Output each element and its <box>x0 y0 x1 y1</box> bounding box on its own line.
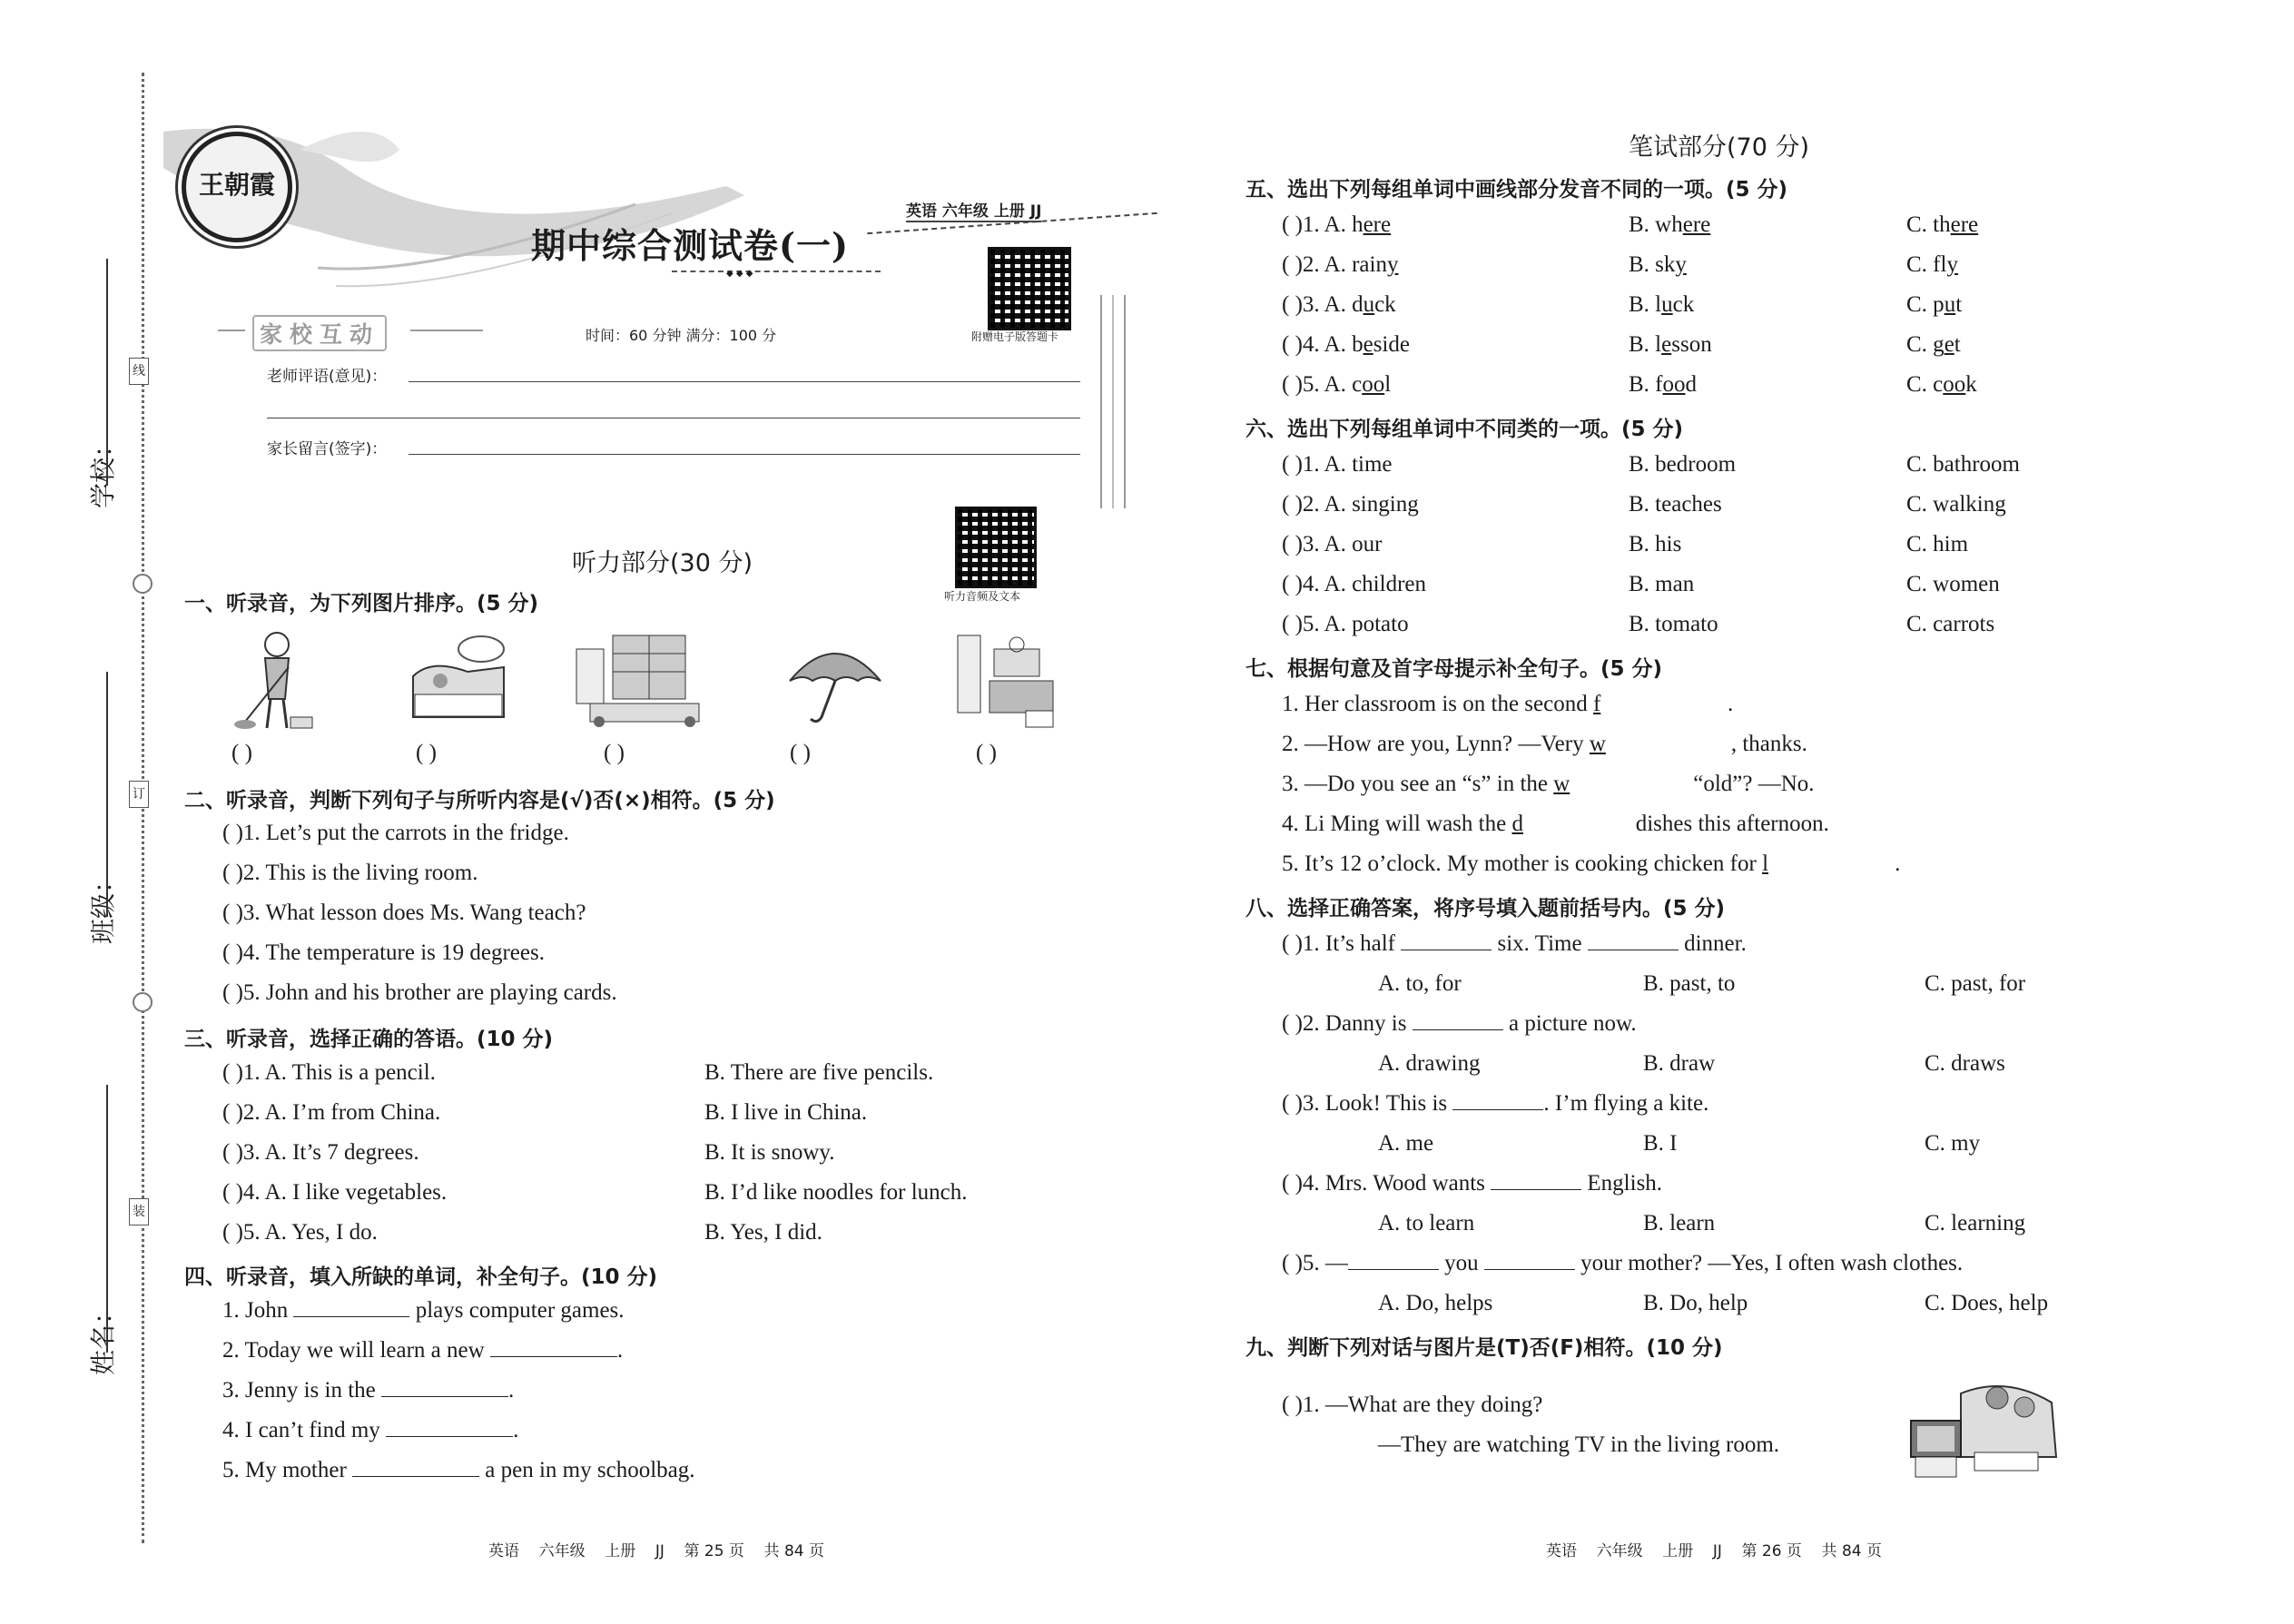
name-input-line[interactable] <box>106 1085 108 1353</box>
s3-option-a[interactable]: ( )4. A. I like vegetables. <box>222 1180 448 1205</box>
seal-char: 订 <box>129 781 149 808</box>
s3-option-a[interactable]: ( )5. A. Yes, I do. <box>222 1220 378 1245</box>
title-dashed-line <box>672 271 881 272</box>
dotted-cut-line <box>142 73 144 1543</box>
s5-option-b: B. sky <box>1629 252 1687 277</box>
s5-option-c: C. get <box>1906 332 1961 357</box>
seal-char: 装 <box>129 1198 149 1225</box>
section-3-title: 三、听录音，选择正确的答语。(10 分) <box>184 1028 554 1051</box>
section-2-title: 二、听录音，判断下列句子与所听内容是(√)否(×)相符。(5 分) <box>184 789 775 812</box>
s3-option-a[interactable]: ( )1. A. This is a pencil. <box>222 1060 436 1085</box>
fill-blank[interactable]: l <box>1762 851 1769 876</box>
section-1-title: 一、听录音，为下列图片排序。(5 分) <box>184 592 539 615</box>
s5-option-b: B. food <box>1629 372 1697 397</box>
fill-blank[interactable]: w <box>1589 732 1606 756</box>
vertical-rule <box>1100 295 1102 508</box>
s3-option-b: B. There are five pencils. <box>704 1060 934 1085</box>
school-label: 学校： <box>88 431 118 508</box>
s8-question[interactable]: ( )3. Look! This is . I’m flying a kite. <box>1282 1091 1709 1116</box>
s6-option-c: C. carrots <box>1906 612 1995 636</box>
s8-option-b: B. past, to <box>1643 971 1736 996</box>
s8-question[interactable]: ( )1. It’s half six. Time dinner. <box>1282 931 1747 956</box>
s5-row[interactable]: ( )3. A. duck <box>1282 292 1396 317</box>
s6-option-a[interactable]: ( )2. A. singing <box>1282 492 1419 517</box>
fill-blank[interactable] <box>1484 1251 1575 1270</box>
s6-option-b: B. man <box>1629 572 1695 596</box>
school-input-line[interactable] <box>106 259 108 486</box>
s3-option-b: B. I’d like noodles for lunch. <box>704 1180 968 1205</box>
s9-dialogue-line1[interactable]: ( )1. —What are they doing? <box>1282 1393 1543 1417</box>
s6-option-a[interactable]: ( )3. A. our <box>1282 532 1383 556</box>
fill-blank[interactable] <box>1401 931 1492 950</box>
s4-item: 5. My mother a pen in my schoolbag. <box>222 1458 695 1482</box>
s6-option-c: C. bathroom <box>1906 452 2020 477</box>
s5-option-b: B. luck <box>1629 292 1695 317</box>
fill-blank[interactable] <box>1413 1011 1503 1030</box>
s7-item: 1. Her classroom is on the second f . <box>1282 692 1734 716</box>
parent-comment-line[interactable] <box>409 454 1080 455</box>
qr-code-answer-sheet[interactable] <box>988 247 1071 330</box>
s2-item[interactable]: ( )3. What lesson does Ms. Wang teach? <box>222 901 586 925</box>
s9-dialogue-line2: —They are watching TV in the living room. <box>1378 1432 1780 1457</box>
fill-blank[interactable] <box>1588 931 1679 950</box>
s8-option-c: C. past, for <box>1925 971 2026 996</box>
exam-title: 期中综合测试卷(一) <box>531 225 849 266</box>
s3-option-b: B. Yes, I did. <box>704 1220 822 1245</box>
s5-option-b: B. lesson <box>1629 332 1712 357</box>
picture-boy-sweeping <box>227 626 318 735</box>
s8-option-c: C. draws <box>1925 1051 2005 1076</box>
name-label: 姓名： <box>88 1298 118 1375</box>
s8-option-c: C. learning <box>1925 1211 2026 1235</box>
s8-option-c: C. Does, help <box>1925 1291 2049 1315</box>
s3-option-a[interactable]: ( )3. A. It’s 7 degrees. <box>222 1140 419 1165</box>
s8-option-c: C. my <box>1925 1131 1981 1156</box>
s8-option-a: A. to, for <box>1378 971 1462 996</box>
qr2-caption: 听力音频及文本 <box>944 590 1021 603</box>
time-info: 时间：60 分钟 满分：100 分 <box>586 327 777 344</box>
home-school-banner: 家校互动 <box>252 315 387 351</box>
logo-emblem <box>182 132 292 242</box>
s2-item[interactable]: ( )5. John and his brother are playing cards. <box>222 980 617 1005</box>
picture-umbrella <box>785 635 885 726</box>
s2-item[interactable]: ( )4. The temperature is 19 degrees. <box>222 940 545 965</box>
picture-answer-bracket[interactable]: ( ) <box>416 741 437 765</box>
picture-family-watching-tv <box>1906 1366 2061 1484</box>
picture-kitchen <box>572 631 708 731</box>
s8-option-a: A. me <box>1378 1131 1434 1156</box>
s6-option-b: B. bedroom <box>1629 452 1737 477</box>
s3-option-a[interactable]: ( )2. A. I’m from China. <box>222 1100 441 1125</box>
picture-bathroom <box>953 631 1062 731</box>
fill-blank[interactable] <box>490 1338 617 1357</box>
fill-blank[interactable] <box>1348 1251 1439 1270</box>
s8-option-a: A. Do, helps <box>1378 1291 1493 1315</box>
picture-answer-bracket[interactable]: ( ) <box>604 741 625 765</box>
s6-option-a[interactable]: ( )1. A. time <box>1282 452 1393 477</box>
subject-tag: 英语 六年级 上册 JJ <box>906 198 1041 222</box>
picture-answer-bracket[interactable]: ( ) <box>976 741 997 765</box>
s4-item: 4. I can’t find my . <box>222 1418 519 1442</box>
s5-option-c: C. there <box>1906 212 1979 237</box>
s8-option-b: B. Do, help <box>1643 1291 1748 1315</box>
banner-rule <box>410 330 483 331</box>
s6-option-b: B. teaches <box>1629 492 1722 517</box>
listening-title: 听力部分(30 分) <box>572 549 753 577</box>
s4-item: 3. Jenny is in the . <box>222 1378 515 1403</box>
fill-blank[interactable] <box>386 1418 513 1437</box>
s6-option-c: C. women <box>1906 572 2000 596</box>
footer-right: 英语 六年级 上册 JJ 第 26 页 共 84 页 <box>1546 1542 1882 1560</box>
fill-blank[interactable] <box>293 1298 409 1317</box>
s8-question[interactable]: ( )2. Danny is a picture now. <box>1282 1011 1637 1036</box>
s8-question[interactable]: ( )5. — you your mother? —Yes, I often wash clothes. <box>1282 1251 1964 1275</box>
s7-item: 5. It’s 12 o’clock. My mother is cooking chicken for l . <box>1282 851 1901 876</box>
picture-answer-bracket[interactable]: ( ) <box>790 741 811 765</box>
s6-option-a[interactable]: ( )5. A. potato <box>1282 612 1409 636</box>
class-input-line[interactable] <box>106 672 108 917</box>
s5-option-c: C. cook <box>1906 372 1977 397</box>
s5-row[interactable]: ( )5. A. cool <box>1282 372 1392 397</box>
picture-answer-bracket[interactable]: ( ) <box>231 741 252 765</box>
footer-left: 英语 六年级 上册 JJ 第 25 页 共 84 页 <box>488 1542 824 1560</box>
s6-option-c: C. walking <box>1906 492 2006 517</box>
hole-marker <box>133 992 153 1012</box>
s5-option-b: B. where <box>1629 212 1711 237</box>
title-diamond-decor: ◆ ◆ ◆ <box>726 269 753 279</box>
s2-item[interactable]: ( )2. This is the living room. <box>222 861 478 885</box>
s5-row[interactable]: ( )4. A. beside <box>1282 332 1410 357</box>
writing-title: 笔试部分(70 分) <box>1629 133 1810 162</box>
s5-row[interactable]: ( )2. A. rainy <box>1282 252 1399 277</box>
s7-item: 3. —Do you see an “s” in the w “old”? —No. <box>1282 772 1815 796</box>
s6-option-c: C. him <box>1906 532 1969 556</box>
s4-item: 1. John plays computer games. <box>222 1298 625 1323</box>
section-4-title: 四、听录音，填入所缺的单词，补全句子。(10 分) <box>184 1265 658 1289</box>
qr1-caption: 附赠电子版答题卡 <box>971 330 1059 343</box>
banner-rule <box>218 330 245 331</box>
s8-option-b: B. I <box>1643 1131 1678 1156</box>
section-5-title: 五、选出下列每组单词中画线部分发音不同的一项。(5 分) <box>1245 178 1788 202</box>
s8-option-a: A. drawing <box>1378 1051 1481 1076</box>
s6-option-b: B. tomato <box>1629 612 1718 636</box>
s6-option-a[interactable]: ( )4. A. children <box>1282 572 1426 596</box>
section-7-title: 七、根据句意及首字母提示补全句子。(5 分) <box>1245 657 1663 681</box>
vertical-rule <box>1112 295 1114 508</box>
s5-row[interactable]: ( )1. A. here <box>1282 212 1392 237</box>
fill-blank[interactable]: w <box>1553 772 1570 796</box>
seal-char: 线 <box>129 358 149 385</box>
s8-option-b: B. learn <box>1643 1211 1716 1235</box>
s2-item[interactable]: ( )1. Let’s put the carrots in the fridge. <box>222 821 569 845</box>
s5-option-c: C. fly <box>1906 252 1958 277</box>
hole-marker <box>133 574 153 594</box>
s8-option-a: A. to learn <box>1378 1211 1475 1235</box>
s4-item: 2. Today we will learn a new . <box>222 1338 624 1363</box>
picture-sofa <box>404 631 513 731</box>
section-8-title: 八、选择正确答案，将序号填入题前括号内。(5 分) <box>1245 897 1726 920</box>
fill-blank[interactable] <box>1491 1171 1581 1190</box>
logo-text: 王朝霞 <box>199 170 276 200</box>
fill-blank[interactable] <box>381 1378 508 1397</box>
vertical-rule <box>1124 295 1126 508</box>
fill-blank[interactable] <box>352 1458 479 1477</box>
section-6-title: 六、选出下列每组单词中不同类的一项。(5 分) <box>1245 418 1684 441</box>
s3-option-b: B. I live in China. <box>704 1100 868 1125</box>
fill-blank[interactable]: f <box>1592 692 1601 716</box>
s5-option-c: C. put <box>1906 292 1963 317</box>
teacher-comment-line[interactable] <box>409 381 1080 382</box>
fill-blank[interactable]: d <box>1511 812 1523 836</box>
s8-option-b: B. draw <box>1643 1051 1716 1076</box>
parent-comment-label: 家长留言(签字)： <box>267 440 388 458</box>
qr-code-listening-audio[interactable] <box>955 507 1037 588</box>
s8-question[interactable]: ( )4. Mrs. Wood wants English. <box>1282 1171 1663 1196</box>
fill-blank[interactable] <box>1452 1091 1543 1110</box>
section-9-title: 九、判断下列对话与图片是(T)否(F)相符。(10 分) <box>1245 1336 1723 1360</box>
s6-option-b: B. his <box>1629 532 1682 556</box>
s7-item: 2. —How are you, Lynn? —Very w , thanks. <box>1282 732 1807 756</box>
class-label: 班级： <box>88 867 118 944</box>
s3-option-b: B. It is snowy. <box>704 1140 835 1165</box>
s7-item: 4. Li Ming will wash the d dishes this afternoon. <box>1282 812 1829 836</box>
teacher-comment-label: 老师评语(意见)： <box>267 368 388 386</box>
